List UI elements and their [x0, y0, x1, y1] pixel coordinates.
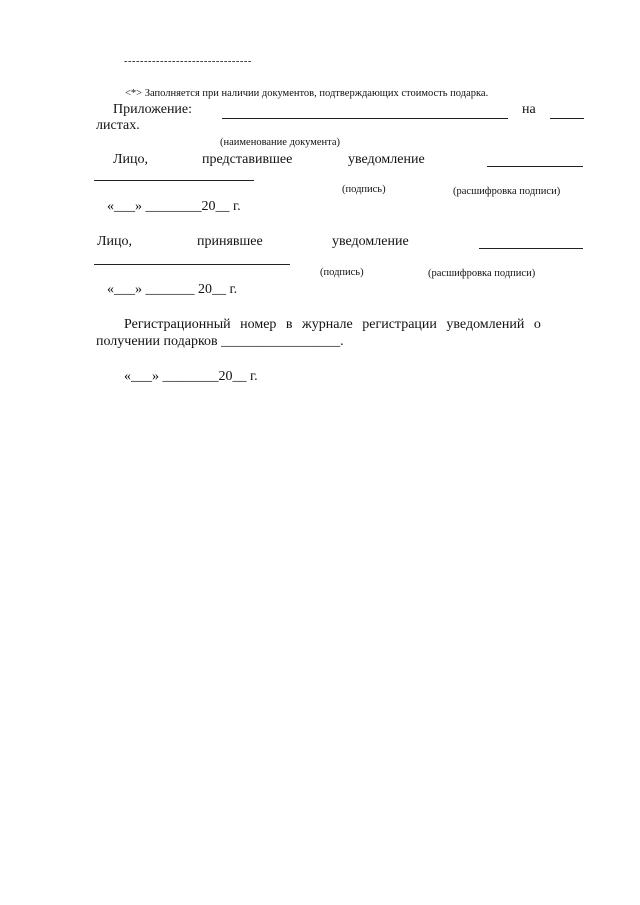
attachment-name-line — [222, 118, 508, 119]
receiver-date: «___» _______ 20__ г. — [107, 282, 238, 297]
submitter-date: «___» ________20__ г. — [107, 199, 241, 214]
attachment-label: Приложение: — [113, 102, 193, 117]
receiver-decode-caption: (расшифровка подписи) — [428, 268, 536, 279]
submitter-word-2: представившее — [202, 152, 293, 167]
receiver-signature-line — [479, 248, 583, 249]
submitter-signature-caption: (подпись) — [342, 184, 386, 195]
registration-date: «___» ________20__ г. — [124, 369, 258, 384]
receiver-word-2: принявшее — [197, 234, 263, 249]
attachment-caption: (наименование документа) — [220, 137, 341, 148]
submitter-decode-caption: (расшифровка подписи) — [453, 186, 561, 197]
submitter-name-line — [94, 180, 254, 181]
receiver-word-3: уведомление — [332, 234, 409, 249]
receiver-word-1: Лицо, — [97, 234, 132, 249]
footnote-separator: -------------------------------- — [124, 56, 252, 67]
receiver-signature-caption: (подпись) — [320, 267, 364, 278]
attachment-sheets-line — [550, 118, 584, 119]
submitter-word-3: уведомление — [348, 152, 425, 167]
footnote-text: <*> Заполняется при наличии документов, подтверждающих стоимость подарка. — [125, 88, 489, 99]
attachment-on-word: на — [522, 102, 536, 117]
submitter-word-1: Лицо, — [113, 152, 148, 167]
registration-line-2: получении подарков _________________. — [96, 334, 344, 349]
registration-line-1: Регистрационный номер в журнале регистрации уведомлений о — [124, 317, 541, 332]
receiver-name-line — [94, 264, 290, 265]
attachment-sheets-word: листах. — [96, 118, 140, 133]
submitter-signature-line — [487, 166, 583, 167]
